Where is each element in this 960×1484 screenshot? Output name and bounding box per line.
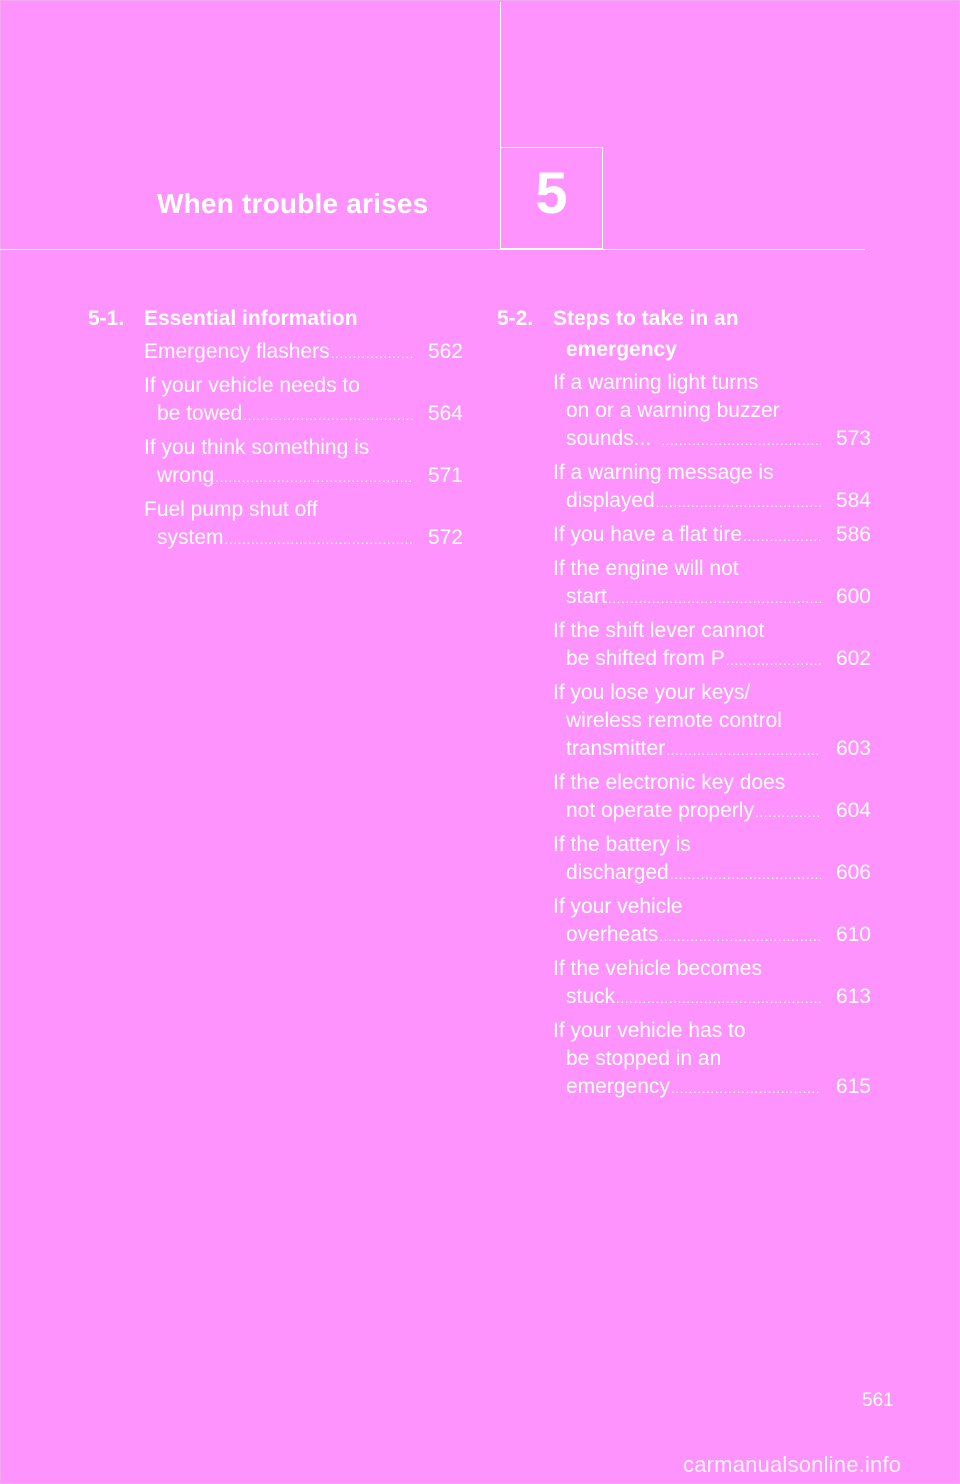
section-5-1 [88,303,463,558]
toc-entry-text: be stopped in an [566,1047,722,1070]
section-number: 5-1. [88,307,125,330]
toc-entry-text: stuck [566,985,616,1008]
toc-entry-text: Fuel pump shut off [144,498,318,521]
toc-entry-text: If your vehicle has to [553,1019,746,1042]
toc-page-number: 573 [835,427,871,450]
section-heading [88,303,463,334]
toc-page-number: 564 [427,402,463,425]
toc-entry-text: on or a warning buzzer [566,399,780,422]
toc-entry-text: emergency [566,1075,670,1098]
toc-entries [144,338,463,553]
dot-leader [671,1074,821,1102]
section-heading [497,303,871,365]
section-title-line: emergency [566,338,677,361]
toc-entry[interactable] [553,955,871,1012]
toc-page-number: 615 [835,1075,871,1098]
toc-page-number: 562 [427,340,463,363]
toc-page-number: 572 [427,526,463,549]
toc-entry[interactable] [553,369,871,454]
toc-entry[interactable] [553,521,871,550]
toc-page-number: 586 [835,523,871,546]
dot-leader [726,646,821,674]
toc-entry[interactable] [144,372,463,429]
toc-page-number: 571 [427,464,463,487]
section-5-2 [497,303,871,1107]
toc-entry-text: overheats [566,923,659,946]
chapter-title: When trouble arises [157,188,429,219]
toc-entry-text: system [157,526,224,549]
dot-leader [659,922,821,950]
toc-entry-text: wireless remote control [566,709,782,732]
toc-entry-text: If your vehicle [553,895,683,918]
toc-entry[interactable] [144,496,463,553]
toc-entry[interactable] [553,617,871,674]
dot-leader [331,339,413,367]
toc-page-number: 604 [835,799,871,822]
chapter-number: 5 [535,161,568,226]
toc-entry[interactable] [144,434,463,491]
toc-entry[interactable] [553,769,871,826]
toc-entry-text: transmitter [566,737,666,760]
toc-page-number: 584 [835,489,871,512]
toc-entry-text: If the shift lever cannot [553,619,765,642]
toc-page-number: 613 [835,985,871,1008]
section-title [553,303,871,365]
toc-entry-text: If you think something is [144,436,370,459]
toc-page-number: 610 [835,923,871,946]
toc-entry[interactable] [553,893,871,950]
toc-entry-text: sounds... [566,427,652,450]
toc-page-number: 603 [835,737,871,760]
dot-leader [608,584,821,612]
toc-entry-text: be towed [157,402,243,425]
dot-leader [661,426,821,454]
toc-entry-text: discharged [566,861,669,884]
toc-entry-text: If you lose your keys/ [553,681,751,704]
toc-entry[interactable] [144,338,463,367]
dot-leader [225,525,413,553]
toc-entry-text: Emergency flashers [144,340,330,363]
dot-leader [743,522,821,550]
toc-entries [553,369,871,1102]
dot-leader [616,984,821,1012]
section-title-line: Steps to take in an [553,307,739,330]
dot-leader [215,463,413,491]
chapter-number-tab [500,147,603,249]
section-title-line: Essential information [144,307,358,330]
section-title [144,303,463,334]
toc-entry-text: If the battery is [553,833,691,856]
toc-entry[interactable] [553,831,871,888]
toc-entry[interactable] [553,555,871,612]
toc-entry-text: If the vehicle becomes [553,957,762,980]
toc-entry[interactable] [553,1017,871,1102]
dot-leader [670,860,821,888]
dot-leader [755,798,821,826]
watermark[interactable]: carmanualsonline.info [683,1452,902,1477]
toc-entry[interactable] [553,679,871,764]
toc-entry-text: start [566,585,607,608]
header-divider [0,249,865,250]
dot-leader [656,488,821,516]
toc-entry-text: If the engine will not [553,557,739,580]
page-number: 561 [862,1390,894,1411]
toc-entry-text: If you have a flat tire [553,523,743,546]
toc-entry-text: not operate properly [566,799,754,822]
toc-page-number: 602 [835,647,871,670]
dot-leader [243,401,413,429]
toc-entry-text: If a warning message is [553,461,774,484]
toc-entry-text: If your vehicle needs to [144,374,360,397]
toc-entry-text: wrong [157,464,215,487]
toc-page-number: 600 [835,585,871,608]
toc-entry[interactable] [553,459,871,516]
toc-entry-text: displayed [566,489,655,512]
toc-entry-text: If a warning light turns [553,371,759,394]
section-number: 5-2. [497,307,534,330]
toc-entry-text: be shifted from P [566,647,725,670]
dot-leader [666,736,821,764]
toc-page-number: 606 [835,861,871,884]
toc-entry-text: If the electronic key does [553,771,786,794]
